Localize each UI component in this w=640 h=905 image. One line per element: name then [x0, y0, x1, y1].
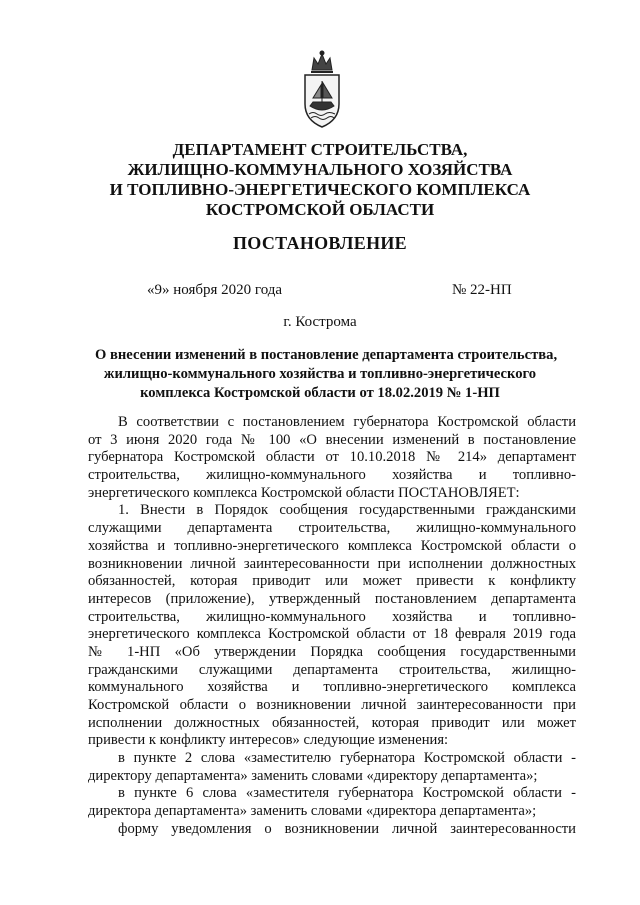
body-line: губернатора Костромской области от 10.10.2018 № 214» департамент	[88, 449, 576, 466]
document-number: № 22-НП	[452, 282, 512, 298]
document-subject	[95, 346, 558, 403]
body-line: коммунального хозяйства и топливно-энергетического комплекса	[88, 679, 576, 696]
department-name	[60, 140, 580, 220]
body-line: служащими департамента строительства, жилищно-коммунального	[88, 520, 576, 537]
body-line: привести к конфликту интересов» следующие изменения:	[88, 732, 449, 749]
body-line: от 3 июня 2020 года № 100 «О внесении изменений в постановление	[88, 431, 576, 448]
body-line: гражданскими служащими департамента строительства, жилищно-	[88, 661, 576, 678]
body-line: № 1-НП «Об утверждении Порядка сообщения государственными	[88, 643, 576, 660]
body-line: В соответствии с постановлением губернатора Костромской области	[118, 414, 576, 430]
body-line: обязанностей, которая приводит или может привести к конфликту	[88, 573, 576, 590]
coat-of-arms-icon	[297, 48, 347, 130]
body-line: в пункте 2 слова «заместителю губернатора Костромской области -	[118, 750, 576, 767]
body-line: строительства, жилищно-коммунального хозяйства и топливно-	[88, 608, 576, 625]
dept-line: ДЕПАРТАМЕНТ СТРОИТЕЛЬСТВА,	[172, 140, 468, 159]
subject-line: жилищно-коммунального хозяйства и топливно-энергетического	[103, 366, 537, 382]
body-line: в пункте 6 слова «заместителя губернатора Костромской области -	[118, 785, 576, 802]
body-line: строительства, жилищно-коммунального хозяйства и топливно-	[88, 467, 576, 484]
dept-line: И ТОПЛИВНО-ЭНЕРГЕТИЧЕСКОГО КОМПЛЕКСА	[109, 180, 531, 199]
body-line: возникновении личной заинтересованности при исполнении должностных	[88, 555, 576, 572]
document-date: «9» ноября 2020 года	[147, 282, 283, 298]
subject-line: комплекса Костромской области от 18.02.2019 № 1-НП	[140, 385, 500, 401]
document-type-title: ПОСТАНОВЛЕНИЕ	[233, 233, 407, 253]
body-line: исполнении должностных обязанностей, которая приводит или может	[88, 714, 576, 731]
body-line: Костромской области о возникновении личной заинтересованности при	[88, 697, 576, 713]
body-line: форму уведомления о возникновении личной заинтересованности	[118, 820, 576, 837]
body-line: 1. Внести в Порядок сообщения государственными гражданскими	[118, 502, 576, 519]
body-line: директора департамента» заменить словами «директора департамента»;	[88, 803, 537, 820]
body-line: директору департамента» заменить словами «директору департамента»;	[88, 767, 538, 784]
dept-line: ЖИЛИЩНО-КОММУНАЛЬНОГО ХОЗЯЙСТВА	[127, 160, 513, 179]
dept-line: КОСТРОМСКОЙ ОБЛАСТИ	[205, 200, 435, 219]
body-line: интересов (приложение), утвержденный постановлением департамента	[88, 590, 576, 607]
body-line: энергетического комплекса Костромской области от 18 февраля 2019 года	[88, 626, 576, 643]
body-line: энергетического комплекса Костромской области ПОСТАНОВЛЯЕТ:	[88, 484, 520, 501]
body-line: хозяйства и топливно-энергетического комплекса Костромской области о	[88, 537, 576, 554]
document-body	[88, 414, 576, 839]
subject-line: О внесении изменений в постановление департамента строительства,	[95, 347, 558, 363]
document-city: г. Кострома	[283, 314, 357, 330]
